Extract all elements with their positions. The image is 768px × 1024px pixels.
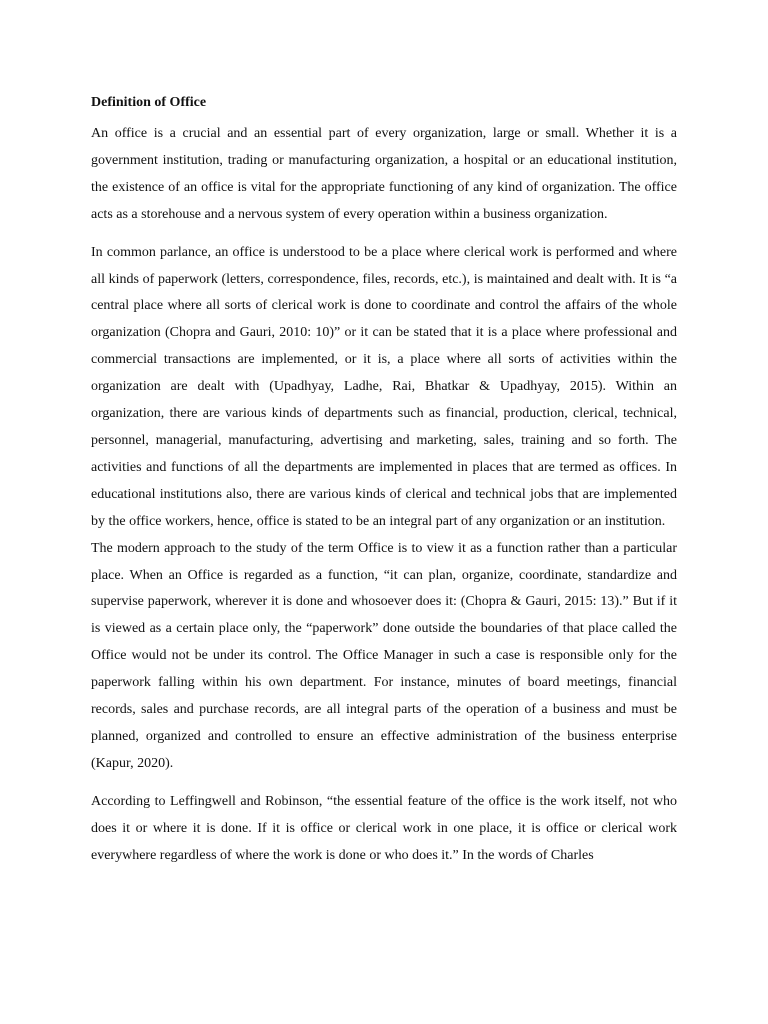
document-heading: Definition of Office	[91, 95, 207, 110]
paragraph-modern-approach: The modern approach to the study of the term Office is to view it as a function rather than a particular place. When an Office is regarded as a function, “it can plan, organize, coordinate, standardize and supervise paperwork, wherever it is done and whosoever does it: (Chopra & Gauri, 2015: 13).” But if it is viewed as a certain place only, the “paperwork” done outside the boundaries of that place called the Office would not be under its control. The Office Manager in such a case is responsible only for the paperwork falling within his own department. For instance, minutes of board meetings, financial records, sales and purchase records, are all integral parts of the operation of a business and must be planned, organized and controlled to ensure an effective administration of the business enterprise (Kapur, 2020).	[91, 540, 677, 771]
document-body	[91, 94, 677, 869]
paragraph-common-parlance: In common parlance, an office is understood to be a place where clerical work is performed and where all kinds of paperwork (letters, correspondence, files, records, etc.), is maintained and dealt with. It is “a central place where all sorts of clerical work is done to coordinate and control the affairs of the whole organization (Chopra and Gauri, 2010: 10)” or it can be stated that it is a place where professional and commercial transactions are implemented, or it is, a place where all sorts of activities within the organization are dealt with (Upadhyay, Ladhe, Rai, Bhatkar & Upadhyay, 2015). Within an organization, there are various kinds of departments such as financial, production, clerical, technical, personnel, managerial, manufacturing, advertising and marketing, sales, training and so forth. The activities and functions of all the departments are implemented in places that are termed as offices. In educational institutions also, there are various kinds of clerical and technical jobs that are implemented by the office workers, hence, office is stated to be an integral part of any organization or an institution.	[91, 244, 677, 529]
paragraph-intro: An office is a crucial and an essential part of every organization, large or small. Whether it is a government institution, trading or manufacturing organization, a hospital or an educational institution, the existence of an office is vital for the appropriate functioning of any kind of organization. The office acts as a storehouse and a nervous system of every operation within a business organization.	[91, 126, 677, 222]
paragraph-leffingwell: According to Leffingwell and Robinson, “the essential feature of the office is the work itself, not who does it or where it is done. If it is office or clerical work in one place, it is office or clerical work everywhere regardless of where the work is done or who does it.” In the words of Charles	[91, 793, 677, 863]
